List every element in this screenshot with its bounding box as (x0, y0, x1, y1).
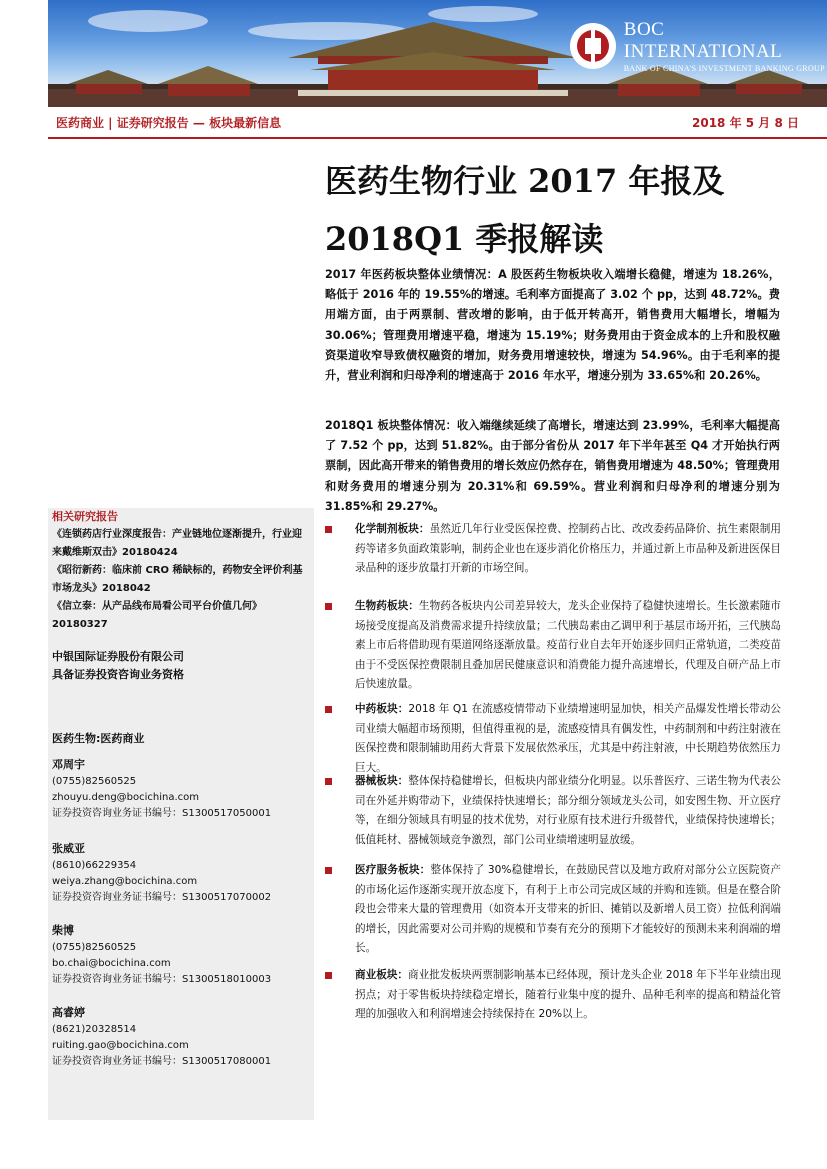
bullet-lead: 中药板块： (355, 703, 409, 715)
report-category: 医药商业 | 证券研究报告 — 板块最新信息 (56, 116, 282, 130)
analyst-email[interactable]: weiya.zhang@bocichina.com (52, 876, 198, 887)
bullet-item (325, 861, 781, 959)
related-report-item[interactable]: 《连锁药店行业深度报告：产业链地位逐渐提升，行业迎来戴维斯双击》20180424 (52, 529, 302, 558)
boc-logo-icon (570, 23, 616, 69)
bullet-text: 整体保持了 30%稳健增长，在鼓励民营以及地方政府对部分公立医院资产的市场化运作逐渐实现开放态度下，有利于上市公司完成区域的并购和连锁。但是在整合阶段也会带来大量的管理费用（如资本开支带来的折旧、摊销以及新增人员工资）拉低利润端的增长，因此需要对公司并购的规模和节奏有充分的预期下才能较好的预测未来利润端的增长。 (355, 864, 781, 955)
bullet-marker-icon (325, 526, 332, 533)
bullet-item (325, 597, 781, 695)
bullet-text: 生物药各板块内公司差异较大，龙头企业保持了稳健快速增长。生长激素随市场接受度提高及消费需求提升持续放量；二代胰岛素由乙调甲利于基层市场开拓，三代胰岛素上市后将借助现有渠道网络逐渐放量。疫苗行业自去年开始逐步回归正常轨道，二类疫苗由于不受医保控费限制且叠加居民健康意识和消费能力提升高速增长，代理及自研产品上市后快速放量。 (355, 600, 782, 691)
report-title (325, 152, 795, 268)
bullet-text: 虽然近几年行业受医保控费、控制药占比、改改委药品降价、抗生素限制用药等诸多负面政策影响，制药企业也在逐步消化价格压力，并通过新上市品种及新进医保目录品种的逐步放量打开新的市场空间。 (355, 523, 781, 575)
report-date: 2018 年 5 月 8 日 (692, 116, 799, 130)
bullet-item (325, 966, 781, 1025)
summary-paragraph: 2018Q1 板块整体情况：收入端继续延续了高增长，增速达到 23.99%，毛利率大幅提高了 7.52 个 pp，达到 51.82%。由于部分省份从 2017 年下半年甚至 Q4 才开始执行两票制，因此高开带来的销售费用的增长效应仍然存在，销售费用增速为 48.50%；管理费用和财务费用的增速分别为 20.31%和 69.59%。营业利润和归母净利的增速分别为 31.85%和 29.27%。 (325, 419, 780, 513)
brand-name: BOC INTERNATIONAL (623, 18, 783, 62)
company-qualification: 具备证券投资咨询业务资格 (52, 668, 184, 681)
analyst-license: 证券投资咨询业务证书编号：S1300517050001 (52, 808, 272, 819)
report-info-bar (48, 107, 827, 139)
related-reports-list (52, 526, 304, 634)
sector-label: 医药生物:医药商业 (52, 732, 145, 745)
analyst-license: 证券投资咨询业务证书编号：S1300517070002 (52, 892, 272, 903)
summary-paragraph: 2017 年医药板块整体业绩情况：A 股医药生物板块收入端增长稳健，增速为 18.26%，略低于 2016 年的 19.55%的增速。毛利率方面提高了 3.02 个 pp，达到 48.72%。费用端方面，由于两票制、营改增的影响，由于低开转高开，销售费用大幅增长，增幅为 30.06%；管理费用增速平稳，增速为 15.19%；财务费用由于资金成本的上升和股权融资渠道收窄导致债权融资的增加，财务费用增速较快，增速为 54.96%。由于毛利率的提升，营业利润和归母净利的增速高于 2016 年水平，增速分别为 33.65%和 20.26%。 (325, 268, 780, 383)
analyst-card (52, 840, 312, 906)
analyst-email[interactable]: ruiting.gao@bocichina.com (52, 1040, 189, 1051)
bullet-marker-icon (325, 867, 332, 874)
analyst-name: 邓周宇 (52, 758, 85, 771)
header-banner (48, 0, 827, 107)
bullet-lead: 商业板块： (355, 969, 409, 981)
analyst-name: 柴博 (52, 924, 74, 937)
bullet-marker-icon (325, 972, 332, 979)
analyst-email[interactable]: bo.chai@bocichina.com (52, 958, 171, 969)
bullet-lead: 器械板块： (355, 775, 409, 787)
related-report-item[interactable]: 《昭衍新药：临床前 CRO 稀缺标的，药物安全评价利基市场龙头》2018042 (52, 565, 303, 594)
title-line: 2018Q1 季报解读 (325, 220, 604, 258)
company-info (52, 648, 184, 684)
analyst-card (52, 756, 312, 822)
bullet-lead: 生物药板块： (355, 600, 419, 612)
related-reports-heading: 相关研究报告 (52, 510, 118, 523)
brand-subtitle: BANK OF CHINA'S INVESTMENT BANKING GROUP (623, 63, 825, 73)
analyst-name: 高睿婷 (52, 1006, 85, 1019)
analyst-email[interactable]: zhouyu.deng@bocichina.com (52, 792, 200, 803)
analyst-license: 证券投资咨询业务证书编号：S1300517080001 (52, 1056, 272, 1067)
title-line: 医药生物行业 2017 年报及 (325, 162, 725, 200)
bullet-lead: 医疗服务板块： (355, 864, 431, 876)
brand (570, 18, 827, 74)
analyst-phone: (0755)82560525 (52, 942, 137, 953)
bullet-marker-icon (325, 603, 332, 610)
analyst-phone: (0755)82560525 (52, 776, 137, 787)
bullet-text: 整体保持稳健增长，但板块内部业绩分化明显。以乐普医疗、三诺生物为代表公司在外延并购带动下，业绩保持快速增长；部分细分领域龙头公司，如安图生物、开立医疗等，在细分领域具有明显的技术优势，对行业原有技术进行升级替代，业绩保持快速增长；低值耗材、器械领域竞争激烈，部门公司业绩增速明显放缓。 (355, 775, 782, 846)
analyst-name: 张威亚 (52, 842, 85, 855)
company-name: 中银国际证券股份有限公司 (52, 650, 184, 663)
analyst-phone: (8610)66229354 (52, 860, 137, 871)
bullet-marker-icon (325, 706, 332, 713)
related-report-item[interactable]: 《信立泰：从产品线布局看公司平台价值几何》20180327 (52, 601, 262, 630)
bullet-item (325, 520, 781, 579)
analyst-phone: (8621)20328514 (52, 1024, 137, 1035)
analyst-card (52, 922, 312, 988)
analyst-card (52, 1004, 312, 1070)
bullet-item (325, 700, 781, 778)
bullet-item (325, 772, 781, 850)
bullet-text: 2018 年 Q1 在流感疫情带动下业绩增速明显加快，相关产品爆发性增长带动公司业绩大幅超市场预期，但值得重视的是，流感疫情具有偶发性，中药制剂和中药注射液在医保控费和限制辅助用药大背景下发展依然承压，尤其是中药注射液，中长期趋势依然压力巨大。 (355, 703, 782, 774)
bullet-lead: 化学制剂板块： (355, 523, 430, 535)
bullet-text: 商业批发板块两票制影响基本已经体现，预计龙头企业 2018 年下半年业绩出现拐点；对于零售板块持续稳定增长，随着行业集中度的提升、品种毛利率的提高和精益化管理的加强收入和利润增速会持续保持在 20%以上。 (355, 969, 781, 1021)
sidebar (48, 508, 314, 1120)
analyst-license: 证券投资咨询业务证书编号：S1300518010003 (52, 974, 272, 985)
bullet-marker-icon (325, 778, 332, 785)
